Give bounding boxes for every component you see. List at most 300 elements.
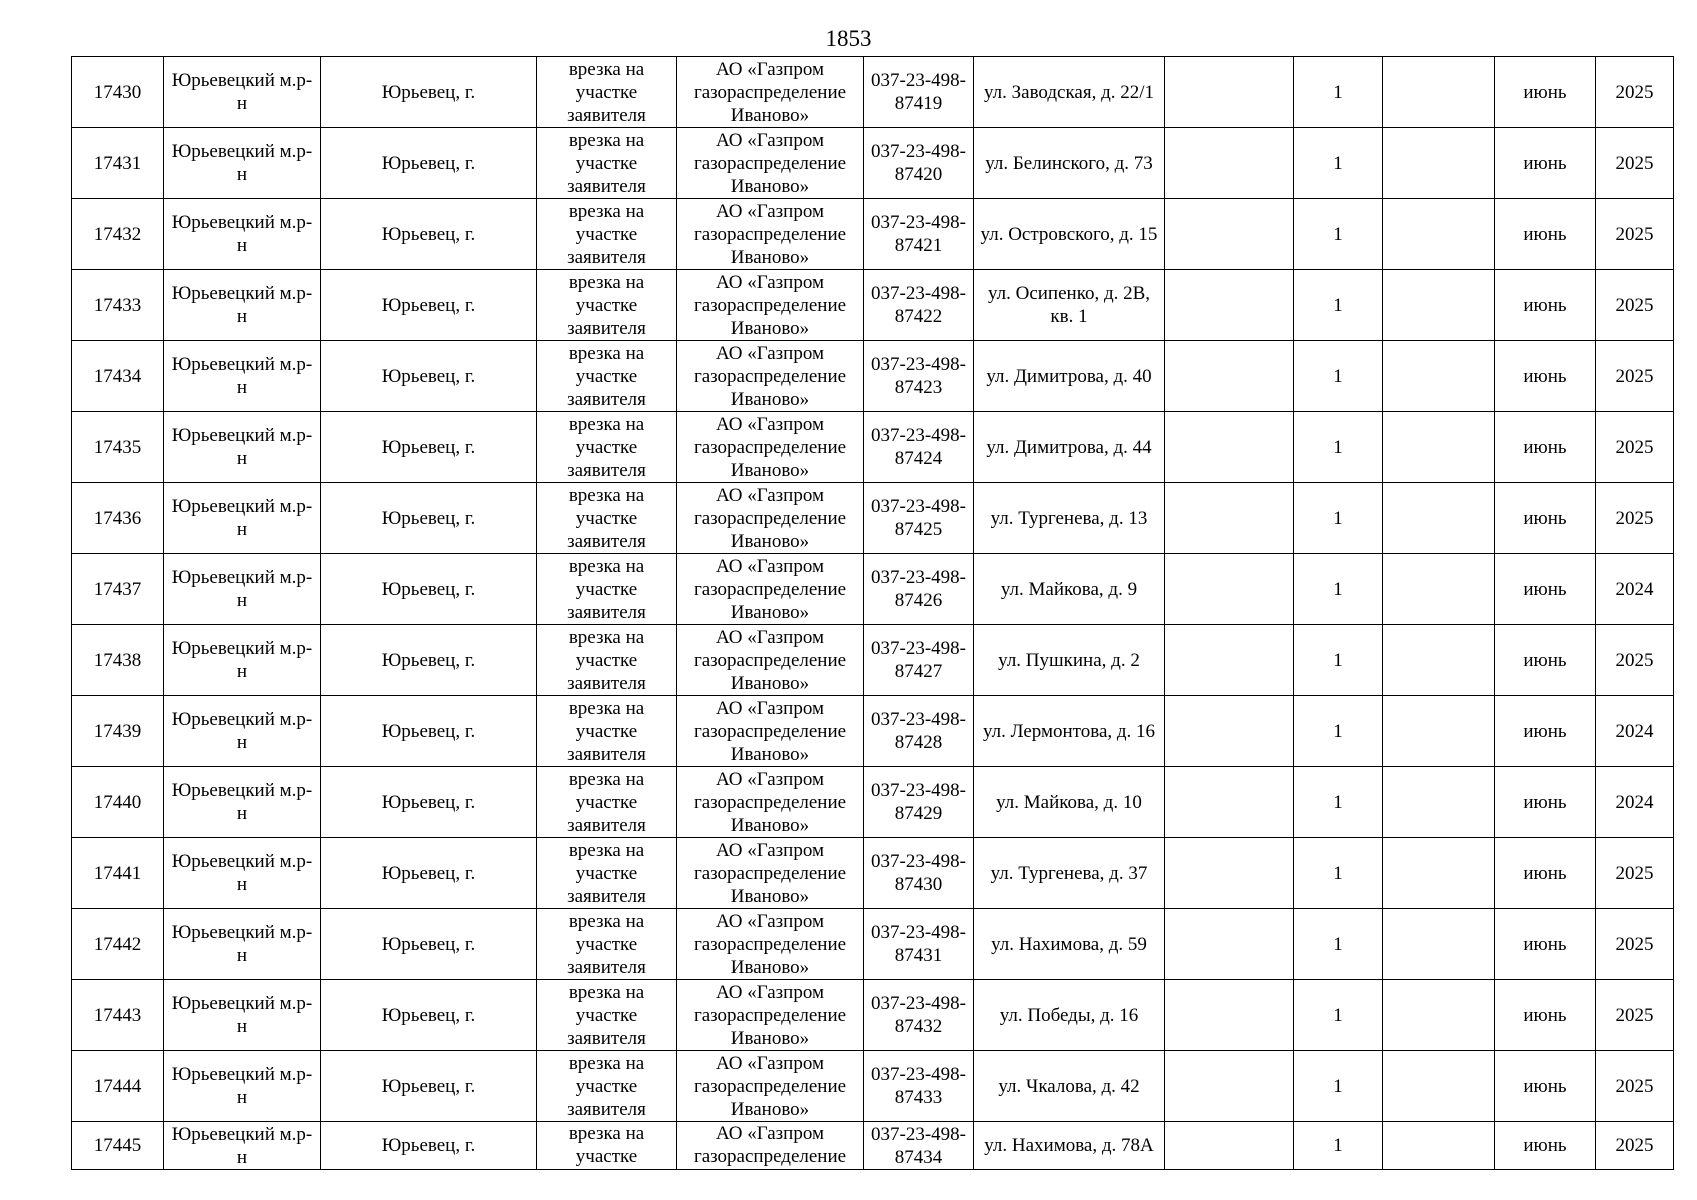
cell-record-number-text: 17438	[93, 649, 142, 671]
cell-quantity-text: 1	[1333, 436, 1343, 458]
cell-month	[1495, 1122, 1596, 1170]
cell-address	[974, 412, 1165, 483]
table-row	[72, 909, 1674, 980]
cell-connection-type	[537, 128, 677, 199]
cell-record-number	[72, 341, 164, 412]
cell-year-text: 2025	[1615, 365, 1654, 387]
cell-record-number	[72, 625, 164, 696]
cell-connection-type-text: врезка на участке заявителя	[567, 413, 646, 481]
cell-address	[974, 270, 1165, 341]
cell-district	[164, 838, 321, 909]
cell-settlement	[321, 412, 537, 483]
cell-year	[1596, 412, 1674, 483]
cell-settlement	[321, 554, 537, 625]
cell-quantity-text: 1	[1333, 720, 1343, 742]
cell-record-number-text: 17440	[93, 791, 142, 813]
cell-settlement-text: Юрьевец, г.	[381, 720, 476, 742]
cell-organization	[677, 696, 864, 767]
cell-empty	[1165, 483, 1294, 554]
cell-address	[974, 1122, 1165, 1170]
table-row	[72, 57, 1674, 128]
cell-connection-type-text: врезка на участке заявителя	[567, 697, 646, 765]
cell-organization-text: АО «Газпром газораспределение Иваново»	[693, 413, 847, 481]
cell-connection-type-text: врезка на участке заявителя	[567, 981, 646, 1049]
cell-month-text: июнь	[1523, 294, 1567, 316]
cell-settlement	[321, 1051, 537, 1122]
cell-object-code-text: 037-23-498-87426	[871, 567, 966, 611]
cell-district-text: Юрьевецкий м.р-н	[171, 141, 313, 185]
cell-quantity	[1294, 696, 1383, 767]
cell-object-code	[864, 128, 974, 199]
cell-empty	[1165, 838, 1294, 909]
cell-object-code	[864, 767, 974, 838]
cell-year-text: 2025	[1615, 933, 1654, 955]
cell-month-text: июнь	[1523, 720, 1567, 742]
cell-district	[164, 1051, 321, 1122]
cell-empty	[1383, 696, 1495, 767]
cell-object-code-text: 037-23-498-87420	[871, 141, 966, 185]
cell-month	[1495, 625, 1596, 696]
cell-month-text: июнь	[1523, 1135, 1567, 1156]
gas-connection-registry-table	[71, 56, 1674, 1170]
cell-organization-text: АО «Газпром газораспределение Иваново»	[693, 129, 847, 197]
cell-settlement-text: Юрьевец, г.	[381, 649, 476, 671]
cell-object-code-text: 037-23-498-87422	[871, 283, 966, 327]
cell-record-number-text: 17430	[93, 81, 142, 103]
cell-record-number-text: 17432	[93, 223, 142, 245]
cell-object-code	[864, 341, 974, 412]
table-row	[72, 199, 1674, 270]
cell-record-number	[72, 1051, 164, 1122]
cell-connection-type-text: врезка на участке заявителя	[567, 555, 646, 623]
table-row	[72, 412, 1674, 483]
cell-organization	[677, 1051, 864, 1122]
cell-connection-type	[537, 57, 677, 128]
cell-month	[1495, 980, 1596, 1051]
cell-organization-text: АО «Газпром газораспределение Иваново»	[693, 1052, 847, 1120]
cell-settlement-text: Юрьевец, г.	[381, 436, 476, 458]
cell-district-text: Юрьевецкий м.р-н	[171, 354, 313, 398]
cell-object-code-text: 037-23-498-87432	[871, 993, 966, 1037]
cell-settlement	[321, 980, 537, 1051]
cell-empty	[1383, 483, 1495, 554]
cell-address-text: ул. Осипенко, д. 2В, кв. 1	[987, 283, 1151, 327]
cell-record-number	[72, 483, 164, 554]
cell-connection-type-text: врезка на участке заявителя	[567, 342, 646, 410]
cell-settlement-text: Юрьевец, г.	[381, 1075, 476, 1097]
table-row	[72, 625, 1674, 696]
cell-settlement-text: Юрьевец, г.	[381, 152, 476, 174]
cell-object-code-text: 037-23-498-87431	[871, 922, 966, 966]
cell-month-text: июнь	[1523, 152, 1567, 174]
cell-quantity	[1294, 909, 1383, 980]
cell-connection-type	[537, 341, 677, 412]
cell-month-text: июнь	[1523, 81, 1567, 103]
cell-empty	[1383, 1122, 1495, 1170]
table-row	[72, 554, 1674, 625]
cell-year-text: 2025	[1615, 152, 1654, 174]
cell-month	[1495, 838, 1596, 909]
page-number: 1853	[825, 26, 872, 51]
cell-settlement-text: Юрьевец, г.	[381, 791, 476, 813]
cell-month	[1495, 270, 1596, 341]
cell-year-text: 2025	[1615, 81, 1654, 103]
cell-record-number-text: 17444	[93, 1075, 142, 1097]
cell-record-number	[72, 128, 164, 199]
cell-organization	[677, 128, 864, 199]
cell-district-text: Юрьевецкий м.р-н	[171, 425, 313, 469]
cell-record-number	[72, 270, 164, 341]
cell-object-code-text: 037-23-498-87430	[871, 851, 966, 895]
cell-record-number	[72, 767, 164, 838]
cell-quantity-text: 1	[1333, 791, 1343, 813]
cell-year-text: 2024	[1615, 578, 1654, 600]
cell-connection-type-text: врезка на участке заявителя	[567, 1052, 646, 1120]
cell-settlement-text: Юрьевец, г.	[381, 365, 476, 387]
cell-empty	[1165, 128, 1294, 199]
table-row	[72, 767, 1674, 838]
cell-month	[1495, 199, 1596, 270]
cell-organization-text: АО «Газпром газораспределение Иваново»	[693, 697, 847, 765]
cell-year	[1596, 625, 1674, 696]
cell-record-number-text: 17431	[93, 152, 142, 174]
cell-settlement	[321, 128, 537, 199]
cell-district	[164, 57, 321, 128]
cell-object-code-text: 037-23-498-87428	[871, 709, 966, 753]
cell-empty	[1383, 625, 1495, 696]
cell-connection-type-text: врезка на участке заявителя	[567, 271, 646, 339]
cell-record-number-text: 17439	[93, 720, 142, 742]
cell-organization	[677, 199, 864, 270]
cell-empty	[1383, 909, 1495, 980]
cell-object-code	[864, 270, 974, 341]
cell-record-number-text: 17433	[93, 294, 142, 316]
cell-record-number	[72, 199, 164, 270]
cell-district	[164, 767, 321, 838]
cell-address	[974, 980, 1165, 1051]
cell-district-text: Юрьевецкий м.р-н	[171, 851, 313, 895]
cell-quantity-text: 1	[1333, 862, 1343, 884]
cell-organization-text: АО «Газпром газораспределение	[693, 1123, 847, 1167]
cell-month	[1495, 909, 1596, 980]
cell-settlement	[321, 341, 537, 412]
cell-district-text: Юрьевецкий м.р-н	[171, 212, 313, 256]
cell-organization	[677, 554, 864, 625]
cell-address	[974, 696, 1165, 767]
cell-year-text: 2024	[1615, 791, 1654, 813]
cell-settlement	[321, 909, 537, 980]
table-row	[72, 341, 1674, 412]
cell-year	[1596, 341, 1674, 412]
cell-district-text: Юрьевецкий м.р-н	[171, 993, 313, 1037]
cell-quantity-text: 1	[1333, 507, 1343, 529]
cell-district-text: Юрьевецкий м.р-н	[171, 70, 313, 114]
cell-district	[164, 483, 321, 554]
cell-settlement-text: Юрьевец, г.	[381, 223, 476, 245]
cell-organization-text: АО «Газпром газораспределение Иваново»	[693, 342, 847, 410]
cell-connection-type-text: врезка на участке заявителя	[567, 910, 646, 978]
cell-object-code-text: 037-23-498-87433	[871, 1064, 966, 1108]
cell-settlement-text: Юрьевец, г.	[381, 933, 476, 955]
cell-empty	[1165, 909, 1294, 980]
cell-empty	[1165, 1051, 1294, 1122]
cell-quantity	[1294, 838, 1383, 909]
cell-organization	[677, 909, 864, 980]
cell-district	[164, 625, 321, 696]
cell-empty	[1165, 767, 1294, 838]
cell-object-code	[864, 57, 974, 128]
cell-empty	[1165, 57, 1294, 128]
cell-quantity	[1294, 57, 1383, 128]
cell-empty	[1165, 270, 1294, 341]
cell-organization-text: АО «Газпром газораспределение Иваново»	[693, 768, 847, 836]
cell-record-number	[72, 909, 164, 980]
cell-empty	[1383, 1051, 1495, 1122]
cell-record-number-text: 17442	[93, 933, 142, 955]
cell-year	[1596, 838, 1674, 909]
cell-month	[1495, 412, 1596, 483]
cell-address	[974, 199, 1165, 270]
cell-quantity-text: 1	[1333, 1004, 1343, 1026]
cell-quantity-text: 1	[1333, 294, 1343, 316]
cell-connection-type	[537, 696, 677, 767]
cell-month-text: июнь	[1523, 862, 1567, 884]
cell-district-text: Юрьевецкий м.р-н	[171, 709, 313, 753]
cell-quantity	[1294, 625, 1383, 696]
cell-organization	[677, 625, 864, 696]
cell-empty	[1165, 412, 1294, 483]
cell-connection-type	[537, 1051, 677, 1122]
cell-record-number-text: 17436	[93, 507, 142, 529]
cell-empty	[1383, 341, 1495, 412]
cell-connection-type	[537, 767, 677, 838]
cell-record-number-text: 17443	[93, 1004, 142, 1026]
cell-record-number-text: 17435	[93, 436, 142, 458]
cell-address-text: ул. Димитрова, д. 44	[986, 436, 1152, 458]
cell-object-code-text: 037-23-498-87427	[871, 638, 966, 682]
cell-organization	[677, 270, 864, 341]
cell-address	[974, 57, 1165, 128]
cell-month-text: июнь	[1523, 1004, 1567, 1026]
cell-month-text: июнь	[1523, 578, 1567, 600]
cell-object-code-text: 037-23-498-87425	[871, 496, 966, 540]
cell-record-number	[72, 1122, 164, 1170]
cell-quantity	[1294, 270, 1383, 341]
cell-year-text: 2025	[1615, 649, 1654, 671]
cell-empty	[1383, 199, 1495, 270]
cell-empty	[1383, 412, 1495, 483]
cell-quantity-text: 1	[1333, 1075, 1343, 1097]
cell-year	[1596, 1122, 1674, 1170]
cell-district	[164, 341, 321, 412]
cell-address-text: ул. Заводская, д. 22/1	[983, 81, 1155, 103]
cell-settlement	[321, 270, 537, 341]
cell-organization-text: АО «Газпром газораспределение Иваново»	[693, 484, 847, 552]
cell-empty	[1383, 980, 1495, 1051]
table-row	[72, 128, 1674, 199]
cell-object-code	[864, 199, 974, 270]
cell-address	[974, 838, 1165, 909]
cell-connection-type	[537, 838, 677, 909]
cell-empty	[1383, 270, 1495, 341]
cell-settlement-text: Юрьевец, г.	[381, 862, 476, 884]
cell-district	[164, 554, 321, 625]
cell-object-code-text: 037-23-498-87424	[871, 425, 966, 469]
cell-object-code-text: 037-23-498-87434	[871, 1123, 966, 1168]
cell-address-text: ул. Майкова, д. 10	[996, 791, 1142, 813]
cell-organization	[677, 980, 864, 1051]
cell-settlement-text: Юрьевец, г.	[381, 1004, 476, 1026]
cell-connection-type	[537, 412, 677, 483]
cell-district	[164, 980, 321, 1051]
cell-object-code	[864, 696, 974, 767]
cell-district	[164, 270, 321, 341]
cell-address-text: ул. Тургенева, д. 37	[990, 862, 1148, 884]
cell-empty	[1165, 980, 1294, 1051]
cell-settlement-text: Юрьевец, г.	[381, 294, 476, 316]
cell-connection-type	[537, 554, 677, 625]
cell-organization	[677, 838, 864, 909]
table-row	[72, 980, 1674, 1051]
cell-year	[1596, 909, 1674, 980]
cell-address-text: ул. Чкалова, д. 42	[998, 1075, 1140, 1097]
cell-empty	[1165, 341, 1294, 412]
cell-quantity-text: 1	[1333, 933, 1343, 955]
cell-address-text: ул. Островского, д. 15	[980, 223, 1158, 245]
cell-empty	[1383, 57, 1495, 128]
cell-district-text: Юрьевецкий м.р-н	[171, 283, 313, 327]
cell-month	[1495, 1051, 1596, 1122]
cell-object-code	[864, 483, 974, 554]
cell-quantity-text: 1	[1333, 649, 1343, 671]
cell-organization	[677, 412, 864, 483]
cell-connection-type	[537, 199, 677, 270]
cell-address	[974, 554, 1165, 625]
cell-month-text: июнь	[1523, 507, 1567, 529]
cell-address	[974, 1051, 1165, 1122]
cell-organization	[677, 1122, 864, 1170]
cell-year	[1596, 696, 1674, 767]
cell-settlement	[321, 767, 537, 838]
cell-connection-type	[537, 625, 677, 696]
cell-quantity-text: 1	[1333, 152, 1343, 174]
cell-object-code	[864, 625, 974, 696]
cell-organization-text: АО «Газпром газораспределение Иваново»	[693, 200, 847, 268]
cell-month-text: июнь	[1523, 223, 1567, 245]
cell-quantity	[1294, 128, 1383, 199]
cell-district	[164, 696, 321, 767]
table-row	[72, 483, 1674, 554]
cell-settlement	[321, 57, 537, 128]
cell-organization-text: АО «Газпром газораспределение Иваново»	[693, 58, 847, 126]
cell-object-code	[864, 838, 974, 909]
cell-settlement	[321, 838, 537, 909]
cell-connection-type-text: врезка на участке заявителя	[567, 129, 646, 197]
cell-year-text: 2025	[1615, 1135, 1654, 1156]
cell-record-number	[72, 838, 164, 909]
cell-connection-type-text: врезка на участке заявителя	[567, 200, 646, 268]
cell-settlement	[321, 625, 537, 696]
cell-settlement	[321, 696, 537, 767]
cell-year-text: 2025	[1615, 436, 1654, 458]
cell-object-code	[864, 980, 974, 1051]
cell-object-code	[864, 554, 974, 625]
cell-year-text: 2025	[1615, 1004, 1654, 1026]
cell-connection-type-text: врезка на участке заявителя	[567, 626, 646, 694]
cell-settlement	[321, 483, 537, 554]
cell-month-text: июнь	[1523, 1075, 1567, 1097]
cell-connection-type-text: врезка на участке заявителя	[567, 58, 646, 126]
cell-object-code-text: 037-23-498-87423	[871, 354, 966, 398]
cell-district-text: Юрьевецкий м.р-н	[171, 638, 313, 682]
cell-organization	[677, 483, 864, 554]
cell-empty	[1383, 838, 1495, 909]
cell-address	[974, 483, 1165, 554]
cell-year-text: 2024	[1615, 720, 1654, 742]
cell-address	[974, 128, 1165, 199]
cell-quantity-text: 1	[1333, 365, 1343, 387]
cell-month-text: июнь	[1523, 933, 1567, 955]
cell-quantity	[1294, 483, 1383, 554]
cell-year	[1596, 483, 1674, 554]
cell-quantity-text: 1	[1333, 81, 1343, 103]
cell-object-code-text: 037-23-498-87421	[871, 212, 966, 256]
cell-year	[1596, 980, 1674, 1051]
cell-record-number	[72, 696, 164, 767]
cell-year-text: 2025	[1615, 1075, 1654, 1097]
cell-district-text: Юрьевецкий м.р-н	[171, 496, 313, 540]
cell-organization-text: АО «Газпром газораспределение Иваново»	[693, 981, 847, 1049]
cell-month	[1495, 483, 1596, 554]
cell-settlement	[321, 1122, 537, 1170]
cell-settlement	[321, 199, 537, 270]
cell-quantity	[1294, 767, 1383, 838]
cell-object-code	[864, 1051, 974, 1122]
cell-empty	[1165, 696, 1294, 767]
table-body	[72, 57, 1674, 1170]
cell-object-code	[864, 909, 974, 980]
cell-empty	[1165, 554, 1294, 625]
cell-object-code-text: 037-23-498-87419	[871, 70, 966, 114]
cell-connection-type-text: врезка на участке	[568, 1123, 645, 1167]
cell-organization	[677, 57, 864, 128]
cell-organization-text: АО «Газпром газораспределение Иваново»	[693, 910, 847, 978]
cell-record-number	[72, 57, 164, 128]
cell-quantity-text: 1	[1333, 578, 1343, 600]
cell-district	[164, 412, 321, 483]
cell-district-text: Юрьевецкий м.р-н	[171, 567, 313, 611]
cell-year	[1596, 554, 1674, 625]
cell-address-text: ул. Тургенева, д. 13	[990, 507, 1148, 529]
table-row	[72, 838, 1674, 909]
cell-quantity	[1294, 341, 1383, 412]
cell-quantity-text: 1	[1333, 223, 1343, 245]
cell-district-text: Юрьевецкий м.р-н	[171, 922, 313, 966]
cell-year	[1596, 57, 1674, 128]
cell-empty	[1165, 199, 1294, 270]
cell-address-text: ул. Лермонтова, д. 16	[982, 720, 1156, 742]
cell-address-text: ул. Димитрова, д. 40	[986, 365, 1152, 387]
table-row	[72, 270, 1674, 341]
cell-address	[974, 625, 1165, 696]
cell-quantity	[1294, 412, 1383, 483]
cell-address-text: ул. Белинского, д. 73	[985, 152, 1153, 174]
cell-month	[1495, 57, 1596, 128]
cell-month-text: июнь	[1523, 365, 1567, 387]
cell-year-text: 2025	[1615, 294, 1654, 316]
cell-month	[1495, 341, 1596, 412]
cell-connection-type	[537, 909, 677, 980]
